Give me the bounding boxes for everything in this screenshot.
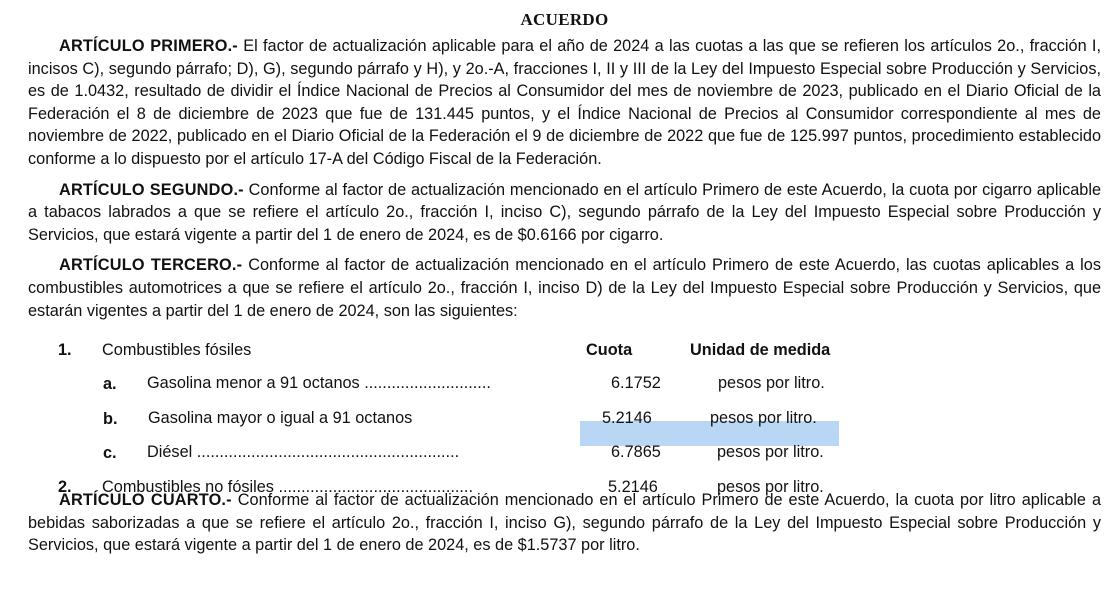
- sub-item-c-label: Diésel ..........................................................: [147, 443, 460, 462]
- articulo-cuarto: [28, 489, 1101, 557]
- articulo-tercero: [28, 254, 1101, 322]
- articulo-segundo-heading: ARTÍCULO SEGUNDO.-: [59, 180, 244, 199]
- item-2-cuota: 5.2146: [608, 478, 658, 497]
- articulo-segundo-text: Conforme al factor de actualización mencionado en el artículo Primero de este Acuerdo, la cuota por cigarro aplicable a tabacos labrados a que se refiere el artículo 2o., fracción I, inciso C), segundo párrafo de la Ley del Impuesto Especial sobre Producción y Servicios, que estará vigente a partir del 1 de enero de 2024, es de $0.6166 por cigarro.: [28, 180, 1101, 244]
- item-1-label: Combustibles fósiles: [102, 341, 252, 360]
- articulo-cuarto-text: Conforme al factor de actualización mencionado en el artículo Primero de este Acuerdo, la cuota por litro aplicable a bebidas saborizadas a que se refiere el artículo 2o., fracción I, inciso G), segundo párrafo de la Ley del Impuesto Especial sobre Producción y Servicios, que estará vigente a partir del 1 de enero de 2024, es de $1.5737 por litro.: [28, 491, 1101, 555]
- sub-item-c-letter: c.: [103, 444, 117, 463]
- articulo-primero: [28, 35, 1101, 171]
- sub-item-c-unidad: pesos por litro.: [717, 443, 824, 462]
- sub-item-b-label: Gasolina mayor o igual a 91 octanos: [148, 409, 413, 428]
- column-header-cuota: Cuota: [586, 341, 633, 360]
- item-2-unidad: pesos por litro.: [717, 478, 824, 497]
- articulo-primero-heading: ARTÍCULO PRIMERO.-: [59, 37, 238, 55]
- document-page: [28, 0, 1101, 557]
- sub-item-a-label: Gasolina menor a 91 octanos ............................: [147, 374, 491, 393]
- sub-item-b-letter: b.: [103, 410, 118, 429]
- articulo-tercero-text: Conforme al factor de actualización mencionado en el artículo Primero de este Acuerdo, las cuotas aplicables a los combustibles automotrices a que se refiere el artículo 2o., fracción I, inciso D) de la Ley del Impuesto Especial sobre Producción y Servicios, que estarán vigentes a partir del 1 de enero de 2024, son las siguientes:: [28, 256, 1101, 320]
- column-header-unidad: Unidad de medida: [690, 341, 831, 360]
- sub-item-a-unidad: pesos por litro.: [718, 374, 825, 393]
- articulo-segundo: [28, 179, 1101, 247]
- sub-item-b-unidad: pesos por litro.: [710, 409, 817, 428]
- item-2-label: Combustibles no fósiles ...........................................: [102, 478, 473, 497]
- sub-item-c-cuota: 6.7865: [611, 443, 661, 462]
- sub-item-a-letter: a.: [103, 375, 117, 394]
- document-title: ACUERDO: [520, 10, 609, 29]
- item-2-number: 2.: [58, 478, 72, 497]
- sub-item-b-cuota: 5.2146: [602, 409, 652, 428]
- sub-item-a-cuota: 6.1752: [611, 374, 661, 393]
- articulo-tercero-heading: ARTÍCULO TERCERO.-: [59, 256, 243, 275]
- articulo-cuarto-heading: ARTÍCULO CUARTO.-: [59, 491, 232, 510]
- cuotas-table: [28, 322, 1101, 497]
- articulo-primero-text: El factor de actualización aplicable para el año de 2024 a las cuotas a las que se refieren los artículos 2o., fracción I, incisos C), segundo párrafo; D), G), segundo párrafo y H), y 2o.-A, fracciones I, II y III de la Ley del Impuesto Especial sobre Producción y Servicios, es de 1.0432, resultado de dividir el Índice Nacional de Precios al Consumidor del mes de noviembre de 2023, publicado en el Diario Oficial de la Federación el 8 de diciembre de 2023 que fue de 131.445 puntos, y el Índice Nacional de Precios al Consumidor correspondiente al mes de noviembre de 2022, publicado en el Diario Oficial de la Federación el 9 de diciembre de 2022 que fue de 125.997 puntos, procedimiento establecido conforme a lo dispuesto por el artículo 17-A del Código Fiscal de la Federación.: [28, 37, 1101, 168]
- item-1-number: 1.: [58, 341, 72, 360]
